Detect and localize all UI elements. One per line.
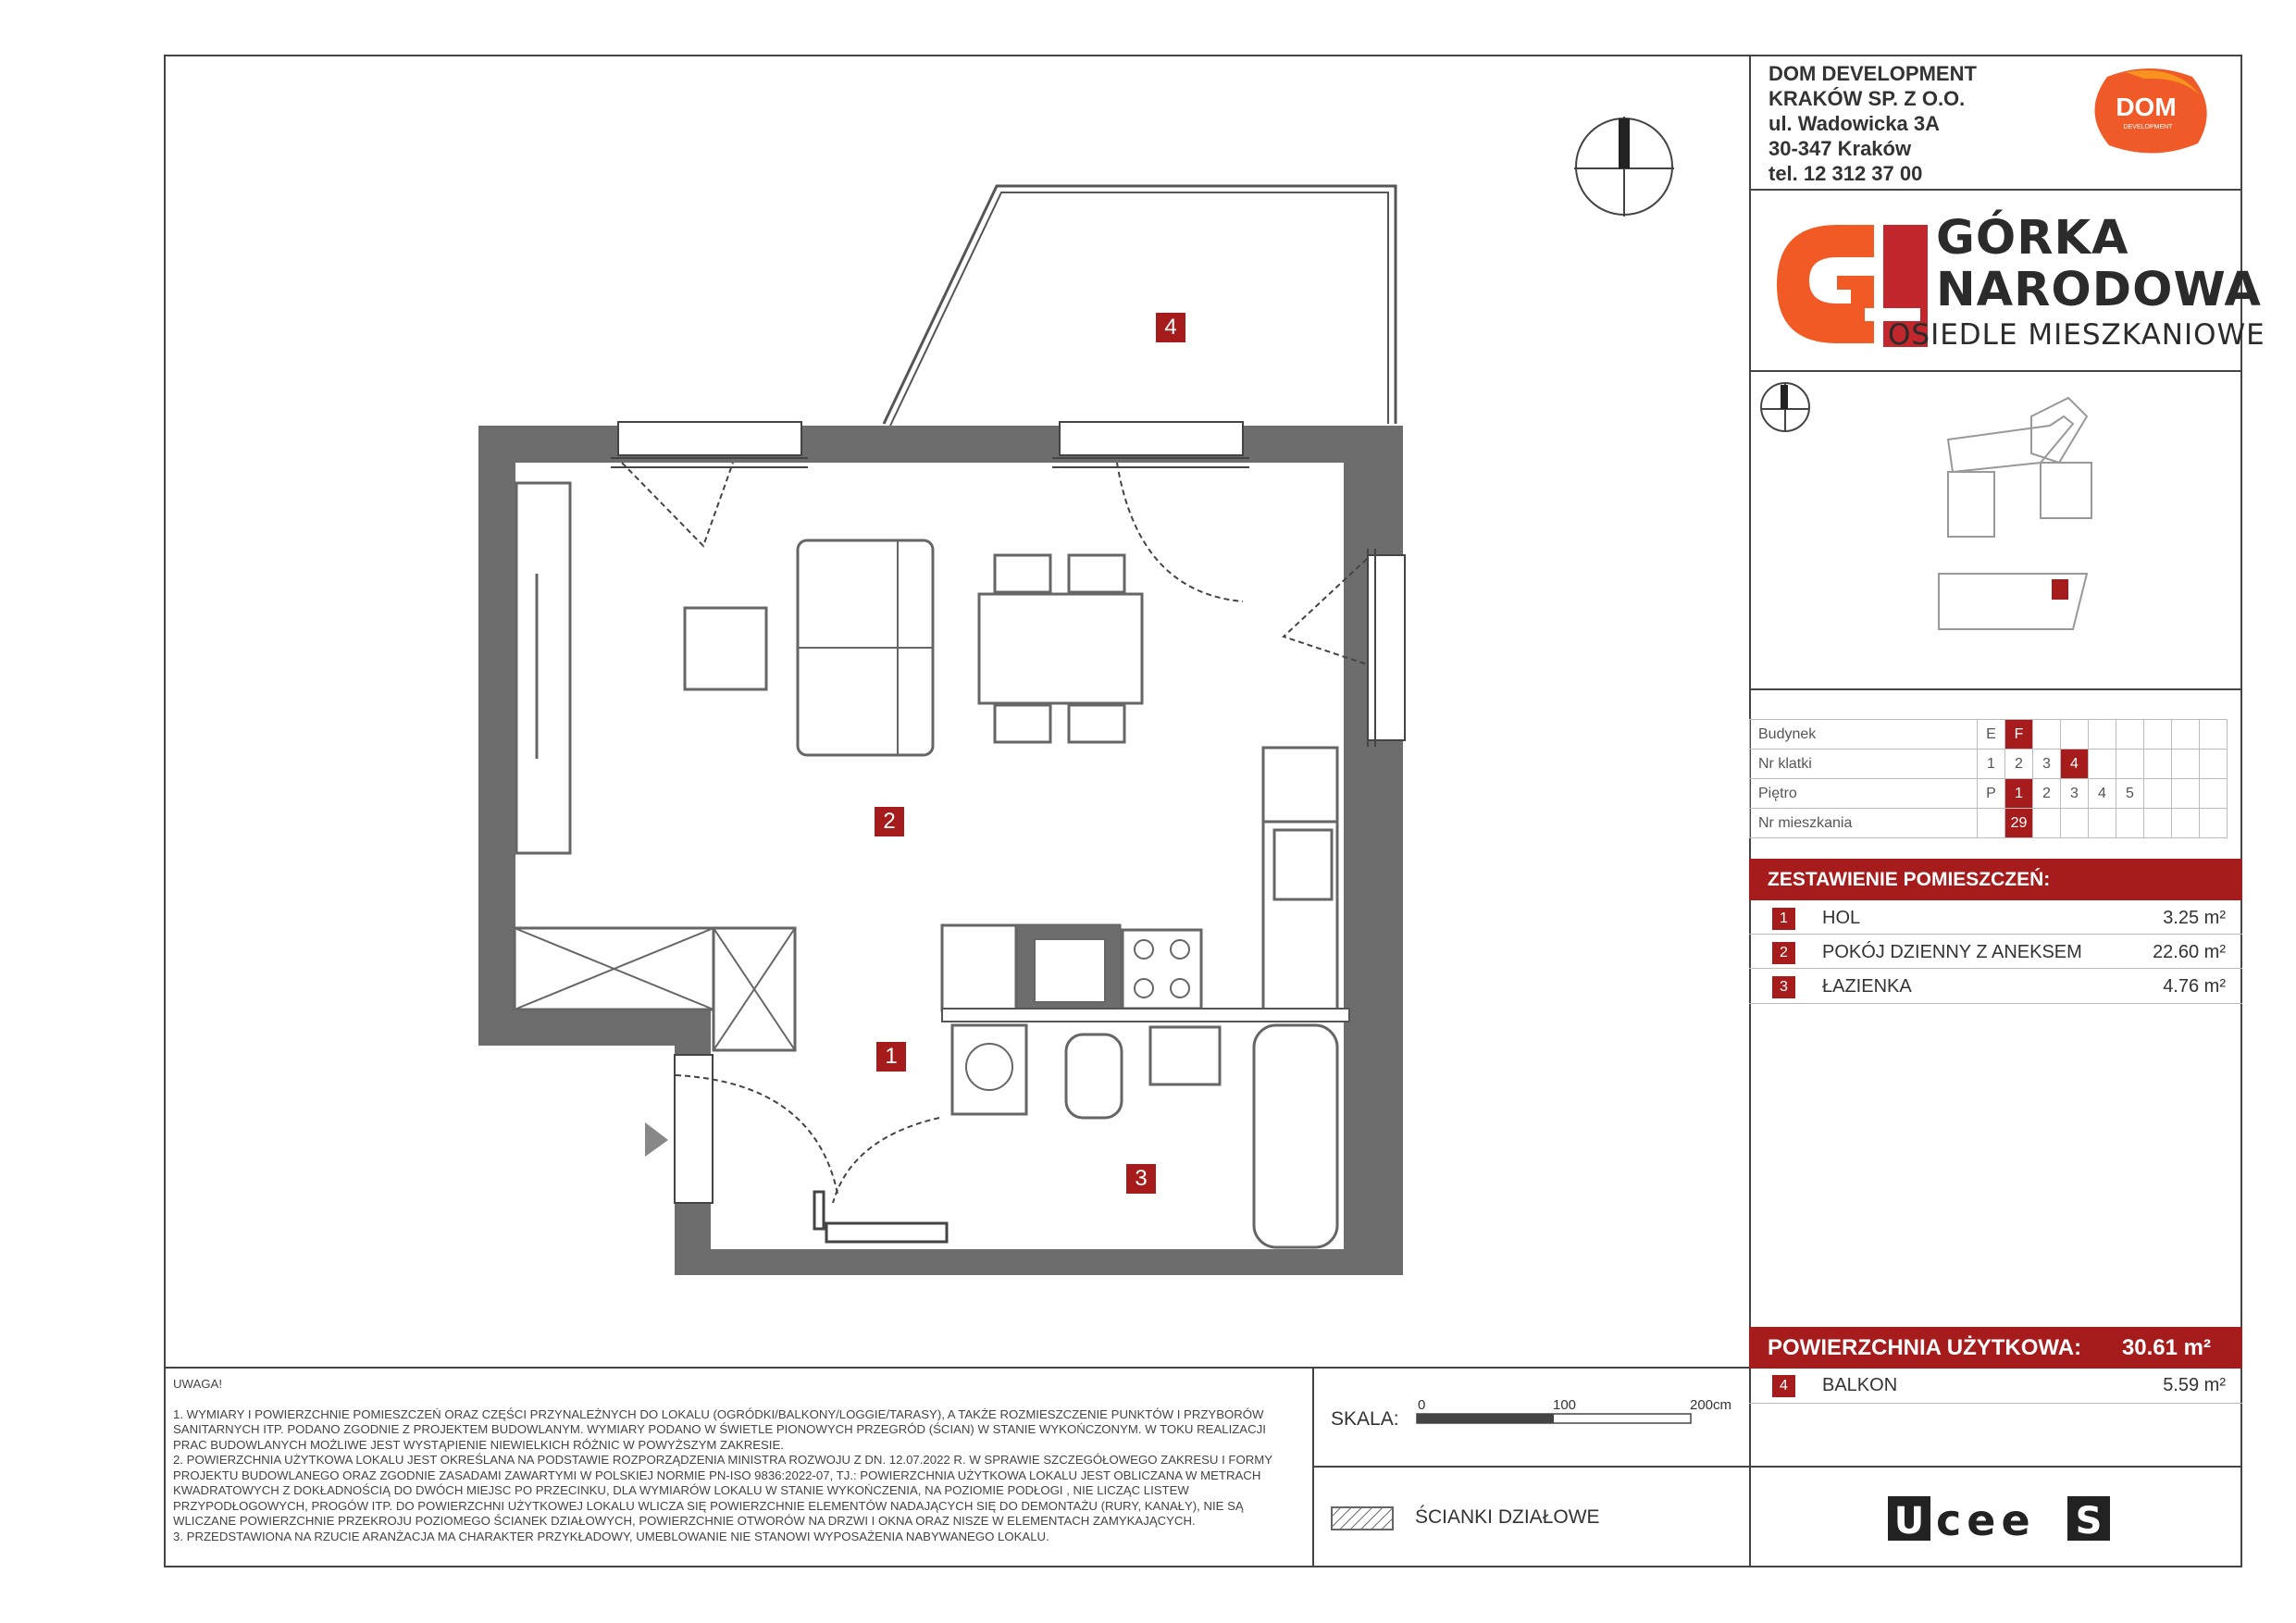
usable-area-value: 30.61 m² (2121, 1335, 2211, 1360)
selector-option (2089, 809, 2116, 838)
selector-option (2144, 779, 2172, 809)
selector-option (2144, 720, 2172, 750)
project-title-line2: NARODOWA (1936, 263, 2262, 317)
dom-development-logo (2089, 68, 2210, 155)
selector-option (2061, 720, 2089, 750)
selector-option (2144, 809, 2172, 838)
selector-option[interactable]: 1 (1978, 750, 2005, 779)
room-row (1772, 936, 2226, 970)
selector-option-selected[interactable]: 29 (2005, 809, 2033, 838)
selector-label: Budynek (1750, 720, 1978, 750)
room-number: 2 (1772, 942, 1795, 964)
selector-option (2144, 750, 2172, 779)
scale-bar (1416, 1412, 1694, 1427)
selector-option (2172, 720, 2200, 750)
company-name: DOM DEVELOPMENT (1769, 62, 1977, 85)
partition-wall-label: ŚCIANKI DZIAŁOWE (1415, 1506, 1600, 1528)
room-row (1772, 902, 2226, 935)
divider (1749, 1003, 2242, 1004)
divider (1749, 1466, 2242, 1468)
divider (1749, 370, 2242, 372)
room-number: 1 (1772, 908, 1795, 930)
selector-option (2172, 779, 2200, 809)
selector-option (2116, 720, 2144, 750)
svg-text:DOM: DOM (2116, 93, 2177, 121)
selector-option (2061, 809, 2089, 838)
selector-option (2033, 809, 2061, 838)
project-title-line1: GÓRKA (1936, 211, 2129, 266)
divider (1312, 1466, 1749, 1468)
key-plan (1754, 379, 2242, 685)
selector-option-selected[interactable]: F (2005, 720, 2033, 750)
divider (1749, 968, 2242, 969)
room-name: BALKON (1822, 1375, 1898, 1395)
note-item: 2. POWIERZCHNIA UŻYTKOWA LOKALU JEST OKREŚLANA NA PODSTAWIE ROZPORZĄDZENIA MINISTRA ROZWOJU Z DN. 12.07.2022 R. W SPRAWIE SZCZEGÓŁOWEGO ZAKRESU I FORMY PROJEKTU BUDOWLANEGO ORAZ ZGODNIE ZASADAMI ZAWARTYMI W POLSKIEJ NORMIE PN-ISO 9836:2022-07, TJ.: POWIERZCHNIA UŻYTKOWA LOKALU JEST OBLICZANA W METRACH KWADRATOWYCH Z DOKŁADNOŚCIĄ DO DWÓCH MIEJSC PO PRZECINKU, DLA WYMIARÓW LOKALU W STANIE WYKOŃCZENIA, NA POZIOMIE PODŁOGI , NIE LICZĄC LISTEW PRZYPODŁOGOWYCH, PROGÓW ITP. DO POWIERZCHNI UŻYTKOWEJ LOKALU WLICZA SIĘ POWIERZCHNIE ELEMENTÓW NADAJĄCYCH SIĘ DO DEMONTAŻU (RURY, KANAŁY), NIE SĄ WLICZANE POWIERZCHNIE PRZEKROJU POZIOMEGO ŚCIANEK DZIAŁOWYCH, POWIERZCHNIE OTWORÓW NA DRZWI I OKNA ORAZ NISZE W ELEMENTACH ZAMYKAJĄCYCH. (173, 1453, 1272, 1528)
room-area: 4.76 m² (2163, 976, 2226, 997)
divider (1749, 688, 2242, 690)
selector-option[interactable]: P (1978, 779, 2005, 809)
project-subtitle: OSIEDLE MIESZKANIOWE (1888, 318, 2265, 352)
svg-text:U: U (1893, 1500, 1925, 1542)
usable-area-bar (1749, 1327, 2242, 1369)
selector-label: Nr klatki (1750, 750, 1978, 779)
note-item: 3. PRZEDSTAWIONA NA RZUCIE ARANŻACJA MA CHARAKTER PRZYKŁADOWY, UMEBLOWANIE NIE STANOWI WYPOSAŻENIA NABYWANEGO LOKALU. (173, 1529, 1049, 1543)
selector-row-unit (1750, 809, 2228, 838)
room-area: 3.25 m² (2163, 908, 2226, 928)
selector-option[interactable]: 4 (2089, 779, 2116, 809)
room-number: 4 (1772, 1375, 1795, 1397)
selector-option (2089, 720, 2116, 750)
room-name: POKÓJ DZIENNY Z ANEKSEM (1822, 942, 2082, 962)
selector-option[interactable]: 2 (2005, 750, 2033, 779)
selector-option (2200, 720, 2228, 750)
selector-option[interactable]: E (1978, 720, 2005, 750)
room-tag: 4 (1156, 313, 1185, 342)
divider (1749, 189, 2242, 191)
ucees-logo (1888, 1493, 2110, 1544)
scale-tick: 200cm (1690, 1397, 1732, 1413)
rooms-heading: ZESTAWIENIE POMIESZCZEŃ: (1749, 859, 2242, 900)
selector-option (2200, 779, 2228, 809)
company-street: ul. Wadowicka 3A (1769, 112, 1941, 135)
selector-option[interactable]: 3 (2061, 779, 2089, 809)
selector-option (2200, 809, 2228, 838)
selector-option-selected[interactable]: 4 (2061, 750, 2089, 779)
divider (1749, 1403, 2242, 1404)
company-address (1769, 61, 1977, 186)
scale-tick: 100 (1553, 1397, 1577, 1413)
scale-label: SKALA: (1331, 1408, 1399, 1430)
selector-option[interactable]: 3 (2033, 750, 2061, 779)
selector-label: Nr mieszkania (1750, 809, 1978, 838)
selector-option (2172, 750, 2200, 779)
selector-option (2116, 809, 2144, 838)
partition-wall-swatch (1331, 1506, 1394, 1530)
room-row-balcony (1772, 1369, 2226, 1403)
selector-option (2172, 809, 2200, 838)
room-area: 22.60 m² (2153, 942, 2226, 962)
company-city: 30-347 Kraków (1769, 137, 1912, 160)
project-title (1936, 213, 2262, 316)
selector-option (1978, 809, 2005, 838)
room-name: ŁAZIENKA (1822, 976, 1912, 997)
notes (173, 1377, 1284, 1544)
selector-row-building (1750, 720, 2228, 750)
selector-option (2200, 750, 2228, 779)
svg-text:S: S (2075, 1500, 2103, 1542)
notes-title: UWAGA! (173, 1377, 222, 1391)
scale-tick: 0 (1418, 1397, 1426, 1413)
selector-option[interactable]: 5 (2116, 779, 2144, 809)
usable-area-label: POWIERZCHNIA UŻYTKOWA: (1768, 1335, 2082, 1360)
selector-option-selected[interactable]: 1 (2005, 779, 2033, 809)
room-name: HOL (1822, 908, 1861, 928)
selector-option (2116, 750, 2144, 779)
svg-text:cee: cee (1936, 1495, 2036, 1544)
room-row (1772, 971, 2226, 1004)
selector-option[interactable]: 2 (2033, 779, 2061, 809)
selector-option (2033, 720, 2061, 750)
room-tag: 3 (1126, 1164, 1156, 1194)
room-area: 5.59 m² (2163, 1375, 2226, 1395)
divider (1749, 934, 2242, 935)
selector-label: Piętro (1750, 779, 1978, 809)
svg-text:DEVELOPMENT: DEVELOPMENT (2123, 124, 2173, 130)
company-phone: tel. 12 312 37 00 (1769, 162, 1923, 185)
company-legal: KRAKÓW SP. Z O.O. (1769, 87, 1966, 110)
room-number: 3 (1772, 976, 1795, 998)
selector-option (2089, 750, 2116, 779)
room-tag: 2 (875, 807, 904, 836)
note-item: 1. WYMIARY I POWIERZCHNIE POMIESZCZEŃ ORAZ CZĘŚCI PRZYNALEŻNYCH DO LOKALU (OGRÓDKI/BALKONY/LOGGIE/TARASY), A TAKŻE ROZMIESZCZENIE PUNKTÓW I PRZYBORÓW SANITARNYCH ITP. PODANO ZGODNIE Z PROJEKTEM BUDOWLANYM. WYMIARY PODANO W ŚWIETLE PIONOWYCH PRZEGRÓD (ŚCIAN) W STANIE WYKOŃCZONYM. W TOKU REALIZACJI PRAC BUDOWLANYCH MOŻLIWE JEST WYSTĄPIENIE NIEWIELKICH RÓŻNIC W POWYŻSZYM ZAKRESIE. (173, 1406, 1266, 1452)
unit-selector-table (1749, 719, 2228, 838)
selector-row-staircase (1750, 750, 2228, 779)
room-tag: 1 (876, 1042, 906, 1072)
selector-row-floor (1750, 779, 2228, 809)
